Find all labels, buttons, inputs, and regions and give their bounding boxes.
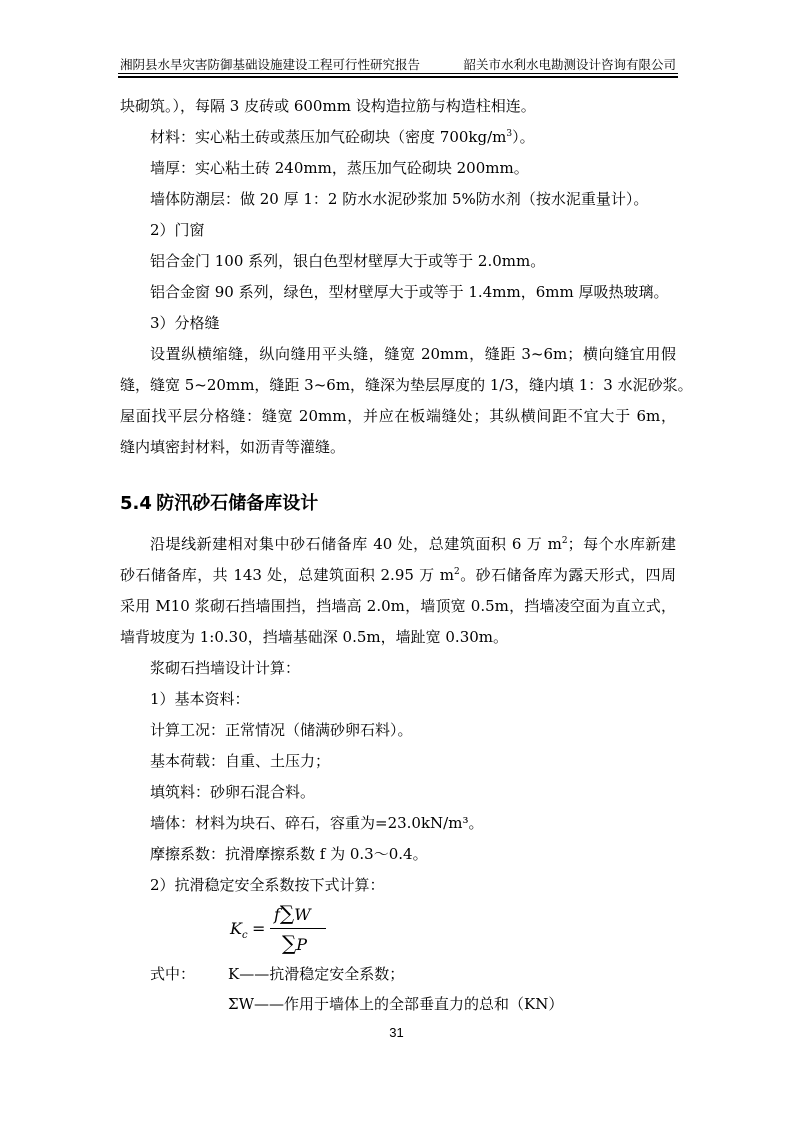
paragraph: 铝合金门 100 系列，银白色型材壁厚大于或等于 2.0mm。 [150, 252, 546, 270]
paragraph: 墙体：材料为块石、碎石，容重为=23.0kN/m³。 [150, 814, 484, 832]
formula-definitions [120, 959, 676, 1019]
fraction-bar [270, 928, 326, 929]
paragraph: 铝合金窗 90 系列，绿色，型材壁厚大于或等于 1.4mm，6mm 厚吸热玻璃。 [150, 283, 669, 301]
paragraph: 墙体防潮层：做 20 厚 1：2 防水水泥砂浆加 5%防水剂（按水泥重量计）。 [150, 190, 649, 208]
formula-numerator: f∑W [274, 901, 311, 925]
subheading: 2）抗滑稳定安全系数按下式计算： [150, 876, 385, 894]
paragraph: 填筑料：砂卵石混合料。 [150, 783, 316, 801]
paragraph-line: 砂石储备库，共 143 处，总建筑面积 2.95 万 $m^2$。砂石储备库为露天形式，四周 [120, 566, 676, 584]
superscript: 2 [561, 536, 568, 546]
definition-line: ΣW——作用于墙体上的全部垂直力的总和（KN） [228, 995, 564, 1013]
header-rule-thick [118, 76, 678, 78]
paragraph: 基本荷载：自重、土压力； [150, 752, 331, 770]
formula-equals: = [252, 919, 266, 938]
section-number: 5.4 [120, 493, 152, 514]
subheading: 2）门窗 [150, 221, 205, 239]
formula-lhs: $K_c$ [230, 919, 248, 942]
sigma-symbol: ∑ [282, 931, 297, 955]
definition-line: 式中： K——抗滑稳定安全系数； [120, 959, 676, 989]
paragraph: 浆砌石挡墙设计计算： [150, 659, 301, 677]
document-body [120, 91, 693, 1019]
page-number: 31 [389, 1025, 404, 1040]
paragraph: 计算工况：正常情况（储满砂卵石料）。 [150, 721, 413, 739]
paragraph: 摩擦系数：抗滑摩擦系数 f 为 0.3～0.4。 [150, 845, 428, 863]
sigma-symbol: ∑ [279, 901, 295, 925]
superscript: 2 [454, 567, 460, 577]
paragraph: 墙厚：实心粘土砖 240mm，蒸压加气砼砌块 200mm。 [150, 159, 529, 177]
stability-formula [230, 901, 676, 959]
header-company-name: 韶关市水利水电勘测设计咨询有限公司 [463, 57, 676, 72]
paragraph: 材料：实心粘土砖或蒸压加气砼砌块（密度 $700kg/m^3$）。 [150, 128, 535, 146]
subheading: 1）基本资料： [150, 690, 250, 708]
subheading: 3）分格缝 [150, 314, 220, 332]
paragraph-line: 采用 M10 浆砌石挡墙围挡，挡墙高 2.0m，墙顶宽 0.5m，挡墙凌空面为直立式， [120, 597, 676, 615]
paragraph-line: 缝，缝宽 5~20mm，缝距 3~6m，缝深为垫层厚度的 1/3，缝内填 1：3 水泥砂浆。 [120, 376, 693, 394]
superscript: 3 [506, 129, 513, 139]
definition-label: 式中： [150, 965, 196, 983]
header-report-title: 湘阴县水旱灾害防御基础设施建设工程可行性研究报告 [120, 57, 421, 72]
page-header [118, 52, 678, 74]
header-rule-thin [118, 73, 678, 74]
paragraph-line: 墙背坡度为 1:0.30，挡墙基础深 0.5m，墙趾宽 0.30m。 [120, 628, 509, 646]
section-title: 防汛砂石储备库设计 [156, 493, 319, 514]
paragraph-line: 缝内填密封材料，如沥青等灌缝。 [120, 438, 346, 456]
paragraph: 块砌筑。），每隔 3 皮砖或 600mm 设构造拉筋与构造柱相连。 [120, 97, 536, 115]
paragraph-line: 沿堤线新建相对集中砂石储备库 40 处，总建筑面积 6 万 $m^2$；每个水库新建 [150, 535, 676, 553]
paragraph-line: 设置纵横缩缝，纵向缝用平头缝，缝宽 20mm，缝距 3~6m；横向缝宜用假 [150, 345, 676, 363]
formula-denominator: ∑P [282, 931, 308, 955]
paragraph-line: 屋面找平层分格缝：缝宽 20mm，并应在板端缝处；其纵横间距不宜大于 6m， [120, 407, 676, 425]
section-heading [120, 479, 676, 529]
